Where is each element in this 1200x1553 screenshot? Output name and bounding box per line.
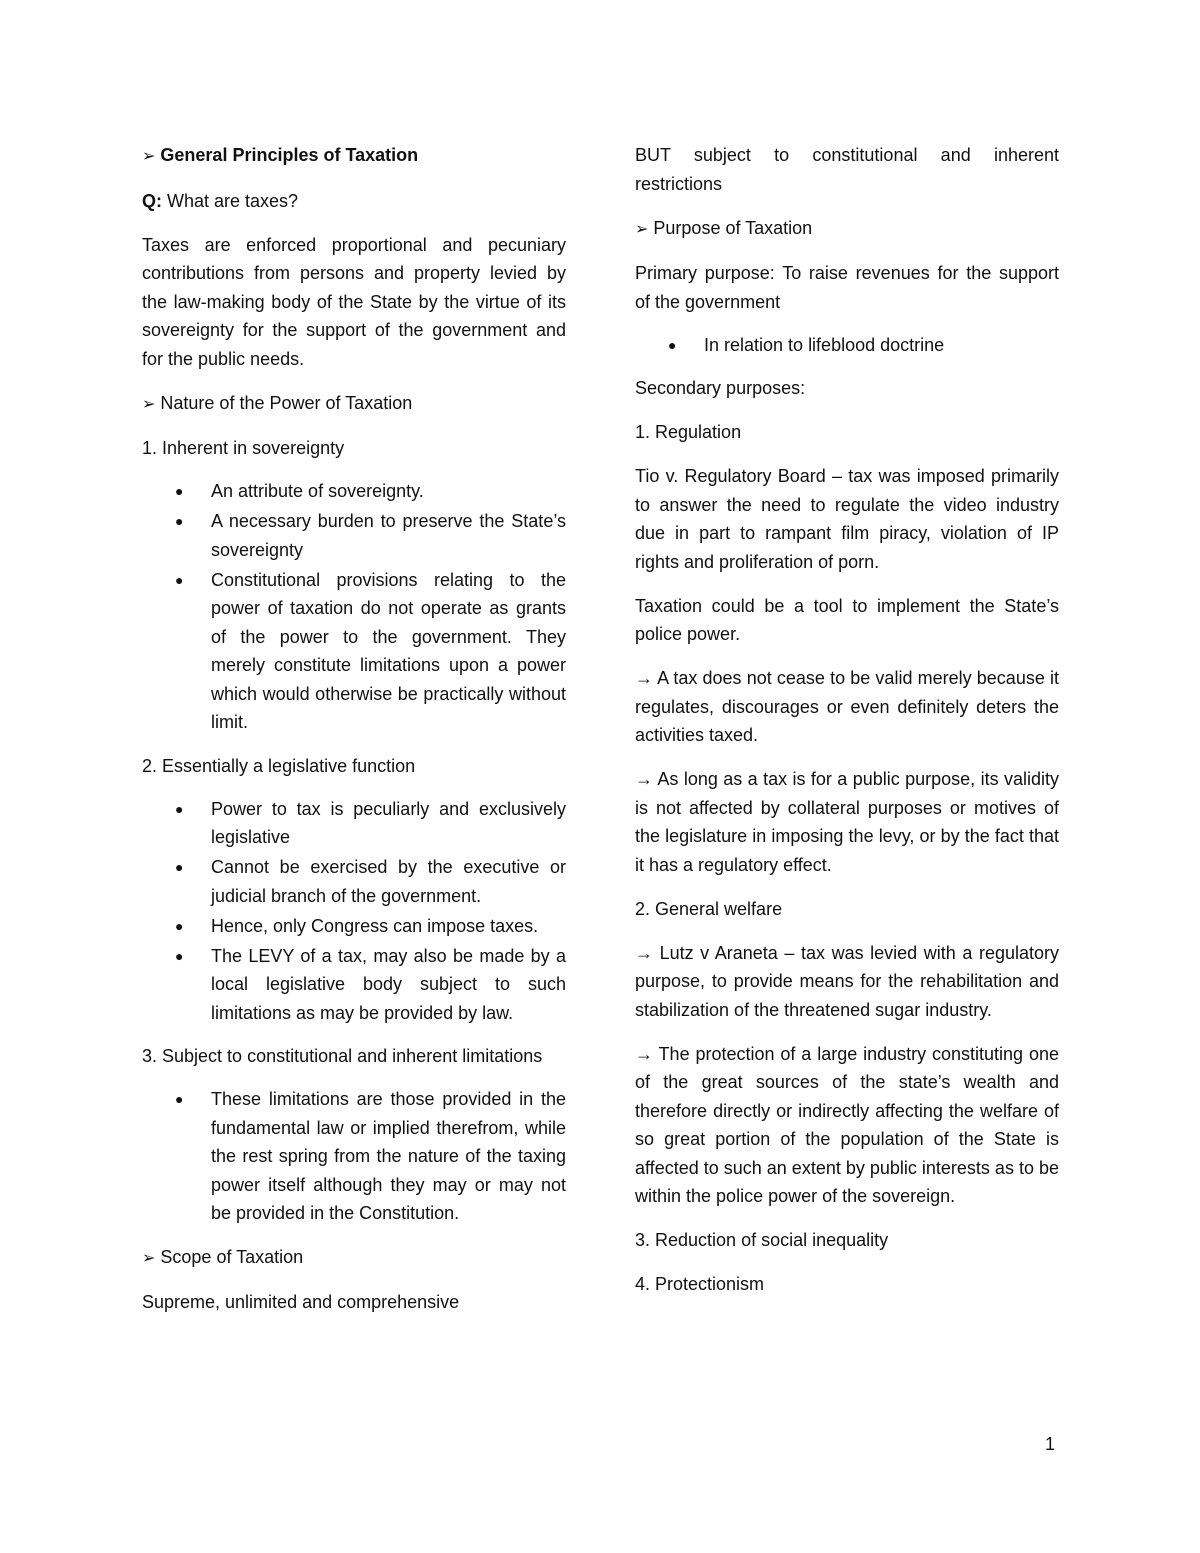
bullet-dot-icon: ● [668,336,677,353]
bullet-list-primary [635,331,1059,360]
arrowhead-bullet-icon: ➢ [635,220,649,238]
taxes-definition: Taxes are enforced proportional and pecuniary contributions from persons and property levied by the law-making body of the State by the virtue of its sovereignty for the support of the government and for the public needs. [142,234,566,369]
bullet-dot-icon: ● [175,859,184,875]
list-item: ● Hence, only Congress can impose taxes. [142,912,566,941]
validity-note-1: → A tax does not cease to be valid merely because it regulates, discourages or even definitely deters the activities taxed. [635,668,1059,745]
bullet-list-legislative [142,795,566,1028]
scope-text: Supreme, unlimited and comprehensive [142,1292,460,1312]
question-line: Q: What are taxes? [142,190,299,211]
arrowhead-bullet-icon: ➢ [142,395,156,413]
arrowhead-bullet-icon: ➢ [142,148,156,165]
bullet-dot-icon: ● [175,947,184,964]
list-item: ● The LEVY of a tax, may also be made by a local legislative body subject to such limitations as may be provided by law. [142,942,566,1028]
bullet-dot-icon: ● [175,513,184,529]
scope-continuation: BUT subject to constitutional and inherent restrictions [635,145,1059,194]
bullet-dot-icon: ● [175,1091,184,1107]
police-power-text: Taxation could be a tool to implement the State’s police power. [635,595,1059,644]
primary-purpose: Primary purpose: To raise revenues for the support of the government [635,263,1059,312]
general-welfare-heading: 2. General welfare [635,898,783,919]
heading-scope-of-taxation: ➢ Scope of Taxation [142,1243,566,1274]
bullet-dot-icon: ● [175,483,184,499]
right-column [635,141,1059,1314]
item-inherent-in-sovereignty: 1. Inherent in sovereignty [142,438,345,458]
heading-purpose-of-taxation: ➢ Purpose of Taxation [635,214,1059,245]
lutz-case: → Lutz v Araneta – tax was levied with a regulatory purpose, to provide means for the rehabilitation and stabilization of the threatened sugar industry. [635,942,1059,1020]
list-item: ● Cannot be exercised by the executive or judicial branch of the government. [142,853,566,910]
page-number: 1 [1045,1434,1056,1454]
bullet-list-limitations [142,1085,566,1228]
validity-note-2: → As long as a tax is for a public purpose, its validity is not affected by collateral purposes or motives of the legislature in imposing the levy, or by the fact that it has a regulatory effect. [635,769,1059,875]
list-item: ● These limitations are those provided in the fundamental law or implied therefrom, while the rest spring from the nature of the taxing power itself although they may or may not be provided in the Constitution. [142,1085,566,1228]
social-inequality-heading: 3. Reduction of social inequality [635,1230,889,1250]
heading-nature-of-power: ➢ Nature of the Power of Taxation [142,389,566,420]
bullet-dot-icon: ● [175,571,184,588]
item-legislative-function: 2. Essentially a legislative function [142,755,416,776]
list-item: ● In relation to lifeblood doctrine [635,331,1059,360]
left-column [142,141,566,1332]
bullet-list-inherent [142,477,566,737]
heading-general-principles: ➢ General Principles of Taxation [142,141,566,172]
protectionism-heading: 4. Protectionism [635,1274,765,1294]
list-item: ● A necessary burden to preserve the State’s sovereignty [142,507,566,564]
bullet-dot-icon: ● [175,800,184,817]
protection-text: → The protection of a large industry constituting one of the great sources of the state’s wealth and therefore directly or indirectly affecting the welfare of so great portion of the population of the State is affected to such an extent by public interests as to be within the police power of the sovereign. [635,1043,1059,1206]
secondary-purposes: Secondary purposes: [635,378,806,398]
regulation-heading: 1. Regulation [635,422,742,442]
tio-case: Tio v. Regulatory Board – tax was imposed primarily to answer the need to regulate the video industry due in part to rampant film piracy, violation of IP rights and proliferation of porn. [635,466,1059,572]
list-item: ● Constitutional provisions relating to the power of taxation do not operate as grants of the power to the government. They merely constitute limitations upon a power which would otherwise be practically without limit. [142,566,566,737]
item-subject-to-limitations: 3. Subject to constitutional and inherent limitations [142,1046,543,1066]
arrowhead-bullet-icon: ➢ [142,1249,156,1267]
list-item: ● An attribute of sovereignty. [142,477,566,506]
list-item: ● Power to tax is peculiarly and exclusively legislative [142,795,566,852]
bullet-dot-icon: ● [175,917,184,934]
